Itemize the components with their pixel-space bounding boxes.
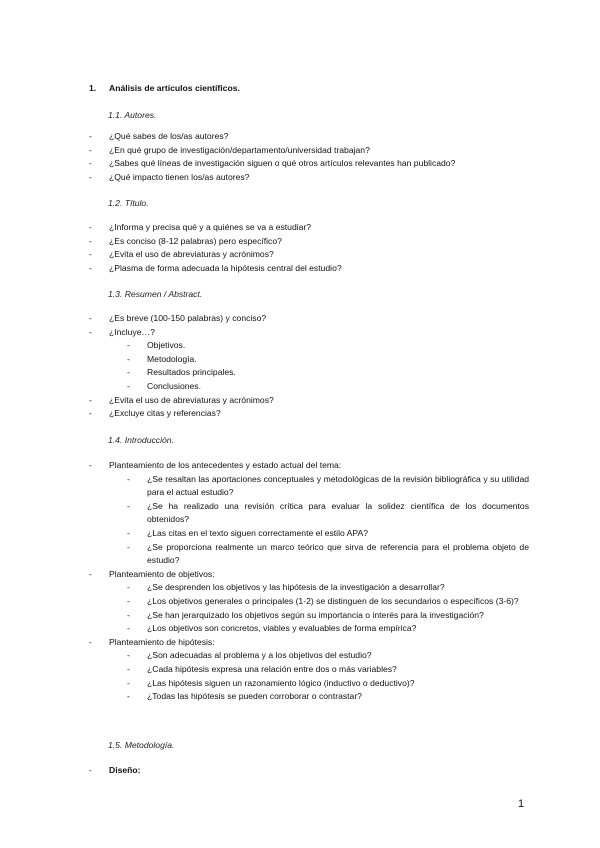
list-group-label: - Diseño: [89,765,141,775]
section-heading [89,82,240,96]
list-item: - ¿Incluye…? [89,326,155,337]
list-item: - ¿Informa y precisa qué y a quiénes se va a estudiar? [89,222,312,232]
list-subitem: - ¿Se han jerarquizado los objetivos según su importancia o interés para la investigación? [127,609,484,620]
list-item: - ¿Excluye citas y referencias? [89,408,221,419]
list-subitem: - ¿Se resaltan las aportaciones conceptuales y metodológicas de la revisión bibliográfica y su utilidad para el actual estudio? [127,473,529,498]
subsection-title-metodologia: 1.5. Metodología. [108,740,175,750]
list-subitem: - Resultados principales. [127,367,236,378]
list-subitem: - ¿Las citas en el texto siguen correctamente el estilo APA? [127,527,369,538]
list-item: - ¿En qué grupo de investigación/departamento/universidad trabajan? [89,144,370,155]
list-item: - ¿Plasma de forma adecuada la hipótesis central del estudio? [89,262,342,273]
list-item: - ¿Es conciso (8-12 palabras) pero específico? [89,235,282,246]
list-autores [89,130,529,184]
list-subitem: - ¿Las hipótesis siguen un razonamiento lógico (inductivo o deductivo)? [127,677,415,688]
list-group-label: - Planteamiento de hipótesis: [89,636,215,647]
list-subitem: - ¿Se desprenden los objetivos y las hipótesis de la investigación a desarrollar? [127,582,445,593]
heading-title: Análisis de artículos científicos. [109,83,240,93]
list-subitem: - ¿Todas las hipótesis se pueden corroborar o contrastar? [127,691,362,702]
list-item: - ¿Qué impacto tienen los/as autores? [89,171,250,182]
list-subitem: - ¿Se ha realizado una revisión crítica para evaluar la solidez científica de los documentos obtenidos? [127,500,529,525]
heading-number: 1. [89,83,97,93]
list-group-label: - Planteamiento de objetivos: [89,568,215,579]
subsection-title-titulo: 1.2. Título. [108,198,149,208]
list-item: - ¿Evita el uso de abreviaturas y acrónimos? [89,394,274,405]
list-subitem: - ¿Son adecuadas al problema y a los objetivos del estudio? [127,650,372,661]
list-group-label: - Planteamiento de los antecedentes y estado actual del tema: [89,460,342,470]
list-titulo [89,221,529,275]
list-item: - ¿Qué sabes de los/as autores? [89,131,229,141]
page-number: 1 [518,798,525,810]
list-item: - ¿Evita el uso de abreviaturas y acrónimos? [89,249,274,260]
list-subitem: - ¿Se proporciona realmente un marco teórico que sirva de referencia para el problema objeto de estudio? [127,541,529,566]
list-resumen [89,312,529,421]
list-introduccion [89,459,529,704]
subsection-title-introduccion: 1.4. Introducción. [108,435,174,445]
list-subitem: - ¿Los objetivos son concretos, viables y evaluables de forma empírica? [127,623,417,634]
list-subitem: - Objetivos. [127,340,186,351]
list-item: - ¿Sabes qué líneas de investigación siguen o qué otros artículos relevantes han publicado? [89,158,456,169]
subsection-title-resumen: 1.3. Resumen / Abstract. [108,289,203,299]
list-subitem: - Conclusiones. [127,380,201,391]
list-subitem: - ¿Los objetivos generales o principales (1-2) se distinguen de los secundarios o específicos (3-6)? [127,595,519,606]
list-metodologia [89,764,529,778]
list-item: - ¿Es breve (100-150 palabras) y conciso? [89,313,267,323]
list-subitem: - Metodología. [127,353,197,364]
subsection-title-autores: 1.1. Autores. [108,110,157,120]
list-subitem: - ¿Cada hipótesis expresa una relación entre dos o más variables? [127,663,397,674]
